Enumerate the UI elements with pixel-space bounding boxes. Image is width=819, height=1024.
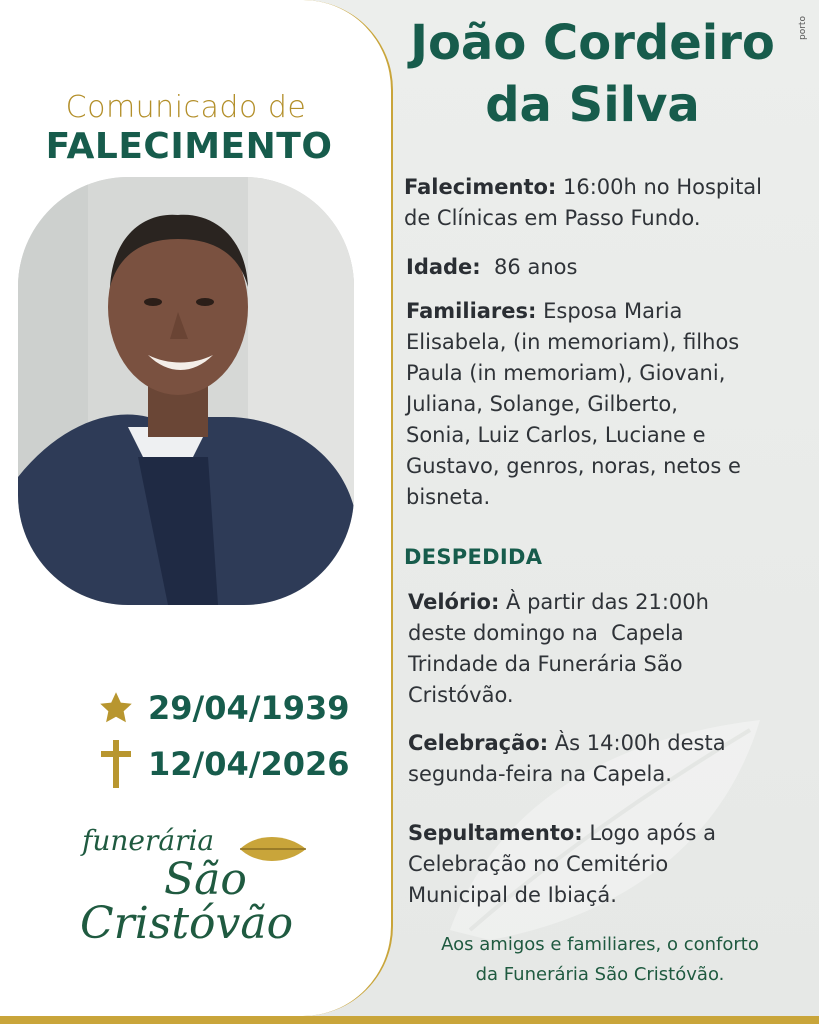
- falecimento-info: [404, 172, 809, 234]
- name-line-2: da Silva: [485, 77, 700, 133]
- comunicado-de-title: Comunicado de: [65, 90, 307, 125]
- closing-message: [400, 930, 800, 990]
- star-icon: [96, 690, 136, 726]
- familiares-line: Elisabela, (in memoriam), filhos: [406, 330, 740, 354]
- funeraria-logo: [78, 820, 308, 960]
- velorio-label: Velório:: [408, 590, 500, 614]
- despedida-heading: DESPEDIDA: [404, 545, 543, 569]
- familiares-line: bisneta.: [406, 485, 491, 509]
- deceased-name: [380, 12, 805, 136]
- celebracao-line: segunda-feira na Capela.: [408, 762, 672, 786]
- falecimento-label: Falecimento:: [404, 175, 557, 199]
- portrait-illustration: [18, 177, 354, 605]
- sepultamento-line: Celebração no Cemitério: [408, 852, 669, 876]
- familiares-line: Paula (in memoriam), Giovani,: [406, 361, 726, 385]
- idade-info: [406, 252, 811, 283]
- brand-watermark: porto: [798, 16, 808, 40]
- celebracao-label: Celebração:: [408, 731, 549, 755]
- cross-icon: [96, 740, 136, 788]
- logo-text-sao: São: [164, 854, 247, 905]
- bottom-gold-bar: [0, 1016, 819, 1024]
- sepultamento-label: Sepultamento:: [408, 821, 583, 845]
- familiares-line: Sonia, Luiz Carlos, Luciane e: [406, 423, 706, 447]
- familiares-line: Juliana, Solange, Gilberto,: [406, 392, 678, 416]
- falecimento-title: FALECIMENTO: [45, 126, 333, 167]
- death-date: 12/04/2026: [148, 745, 350, 783]
- sepultamento-info: [408, 818, 813, 911]
- birth-date-row: [96, 684, 350, 732]
- death-date-row: [96, 740, 350, 788]
- idade-value: 86 anos: [480, 255, 578, 279]
- falecimento-text-1: 16:00h no Hospital: [556, 175, 763, 199]
- velorio-line: deste domingo na Capela: [408, 621, 684, 645]
- sepultamento-line: Municipal de Ibiaçá.: [408, 883, 617, 907]
- velorio-info: [408, 587, 813, 711]
- logo-text-funeraria: funerária: [82, 824, 215, 857]
- velorio-line: Trindade da Funerária São: [408, 652, 683, 676]
- familiares-line: Gustavo, genros, noras, netos e: [406, 454, 741, 478]
- leaf-icon: [238, 832, 308, 866]
- familiares-line: Esposa Maria: [536, 299, 683, 323]
- familiares-label: Familiares:: [406, 299, 537, 323]
- portrait-photo: [18, 177, 354, 605]
- velorio-line: Cristóvão.: [408, 683, 514, 707]
- idade-label: Idade:: [406, 255, 481, 279]
- birth-date: 29/04/1939: [148, 689, 350, 727]
- name-line-1: João Cordeiro: [410, 15, 775, 71]
- closing-line-2: da Funerária São Cristóvão.: [475, 964, 725, 985]
- velorio-line: À partir das 21:00h: [499, 590, 709, 614]
- celebracao-line: Às 14:00h desta: [548, 731, 726, 755]
- closing-line-1: Aos amigos e familiares, o conforto: [441, 934, 759, 955]
- sepultamento-line: Logo após a: [582, 821, 716, 845]
- familiares-info: [406, 296, 811, 513]
- falecimento-text-2: de Clínicas em Passo Fundo.: [404, 206, 701, 230]
- celebracao-info: [408, 728, 813, 790]
- logo-text-cristovao: Cristóvão: [80, 898, 294, 949]
